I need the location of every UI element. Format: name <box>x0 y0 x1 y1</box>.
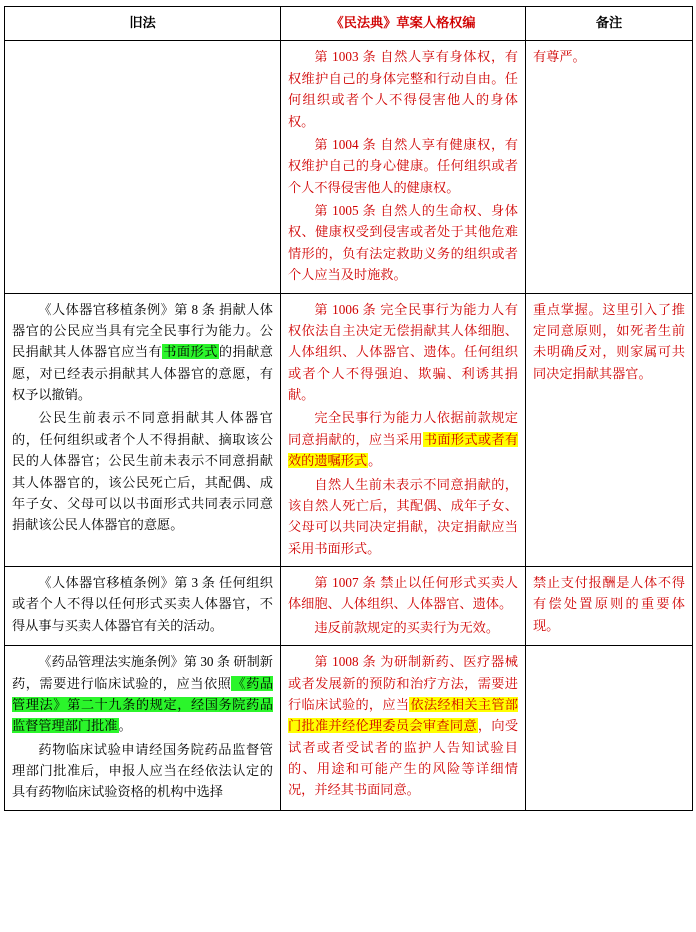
clause-1007-p2: 违反前款规定的买卖行为无效。 <box>314 619 500 635</box>
clause-1003: 第 1003 条 自然人享有身体权，有权维护自己的身体完整和行动自由。任何组织或者个人不得侵害他人的身体权。 <box>288 49 518 129</box>
clause-1008 <box>288 651 518 801</box>
cell-new-law <box>281 567 526 646</box>
cell-old-law <box>5 567 281 646</box>
old-law-paragraph-1: 《人体器官移植条例》第 3 条 任何组织或者个人不得以任何形式买卖人体器官，不得从事与买卖人体器官有关的活动。 <box>12 575 273 633</box>
table-row <box>5 567 693 646</box>
cell-remark <box>526 41 693 293</box>
old-law-text-part2: 的捐献意愿，对已经表示捐献其人体器官的意愿，有权予以撤销。 <box>12 344 273 402</box>
table-header <box>5 7 693 41</box>
cell-old-law <box>5 646 281 811</box>
old-law-text-part1: 《人体器官移植条例》第 8 条 捐献人体器官的公民应当具有完全民事行为能力。公民捐献其人体器官应当有 <box>12 301 273 360</box>
highlight-approval-and-ethics-review: 依法经相关主管部门批准并经伦理委员会审查同意 <box>288 696 519 734</box>
clause-1008-part2: ，向受试者或者受试者的监护人告知试验目的、用途和可能产生的风险等详细情况，并经其书面同意。 <box>288 718 519 798</box>
column-header-remark: 备注 <box>526 7 693 41</box>
cell-new-law <box>281 41 526 293</box>
table-body <box>5 41 693 810</box>
old-law-paragraph-1 <box>12 651 273 737</box>
clause-1006-p1: 第 1006 条 完全民事行为能力人有权依法自主决定无偿捐献其人体细胞、人体组织、人体器官、遗体。任何组织或者个人不得强迫、欺骗、利诱其捐献。 <box>288 301 518 402</box>
old-law-text-part2: 。 <box>118 718 132 734</box>
clause-1007-p1: 第 1007 条 禁止以任何形式买卖人体细胞、人体组织、人体器官、遗体。 <box>288 575 518 612</box>
remark-text: 重点掌握。这里引入了推定同意原则，如死者生前未明确反对，则家属可共同决定捐献其器官。 <box>533 301 685 381</box>
comparison-table <box>4 6 693 811</box>
old-law-text-part1: 《药品管理法实施条例》第 30 条 研制新药，需要进行临床试验的，应当依照 <box>12 654 273 691</box>
highlight-drug-administration-law: 《药品管理法》第二十九条的规定，经国务院药品监督管理部门批准 <box>12 675 274 734</box>
remark-text: 禁止支付报酬是人体不得有偿处置原则的重要体现。 <box>533 575 685 633</box>
cell-new-law <box>281 646 526 811</box>
clause-1005: 第 1005 条 自然人的生命权、身体权、健康权受到侵害或者处于其他危难情形的，负有法定救助义务的组织或者个人应当及时施救。 <box>288 203 518 283</box>
cell-remark <box>526 567 693 646</box>
cell-new-law <box>281 293 526 567</box>
table-row <box>5 41 693 293</box>
cell-remark <box>526 293 693 567</box>
old-law-paragraph-1 <box>12 299 273 406</box>
clause-1006-p2-part1: 完全民事行为能力人依据前款规定同意捐献的，应当采用 <box>288 410 518 447</box>
table-row <box>5 646 693 811</box>
old-law-paragraph-2: 药物临床试验申请经国务院药品监督管理部门批准后，申报人应当在经依法认定的具有药物临床试验资格的机构中选择 <box>12 741 273 800</box>
clause-1006-p2-part2: 。 <box>368 453 382 469</box>
remark-text: 有尊严。 <box>533 49 586 65</box>
highlight-written-form: 书面形式 <box>163 344 218 360</box>
clause-1004: 第 1004 条 自然人享有健康权，有权维护自己的身心健康。任何组织或者个人不得侵害他人的健康权。 <box>288 136 518 195</box>
old-law-paragraph-2: 公民生前表示不同意捐献其人体器官的，任何组织或者个人不得捐献、摘取该公民的人体器官；公民生前未表示不同意捐献其人体器官的，该公民死亡后，其配偶、成年子女、父母可以以书面形式共同表示同意捐献该公民人体器官的意愿。 <box>12 410 273 533</box>
highlight-written-or-will-form: 书面形式或者有效的遗嘱形式 <box>288 431 519 469</box>
table-row <box>5 293 693 567</box>
column-header-old-law: 旧法 <box>5 7 281 41</box>
clause-1008-part1: 第 1008 条 为研制新药、医疗器械或者发展新的预防和治疗方法，需要进行临床试验的，应当 <box>288 654 518 712</box>
cell-old-law <box>5 293 281 567</box>
column-header-new-law: 《民法典》草案人格权编 <box>281 7 526 41</box>
cell-old-law-empty <box>5 41 281 293</box>
clause-1006-p2 <box>288 407 518 471</box>
cell-remark-empty <box>526 646 693 811</box>
table-header-row <box>5 7 693 41</box>
clause-1006-p3: 自然人生前未表示不同意捐献的，该自然人死亡后，其配偶、成年子女、父母可以共同决定捐献，决定捐献应当采用书面形式。 <box>288 476 518 556</box>
